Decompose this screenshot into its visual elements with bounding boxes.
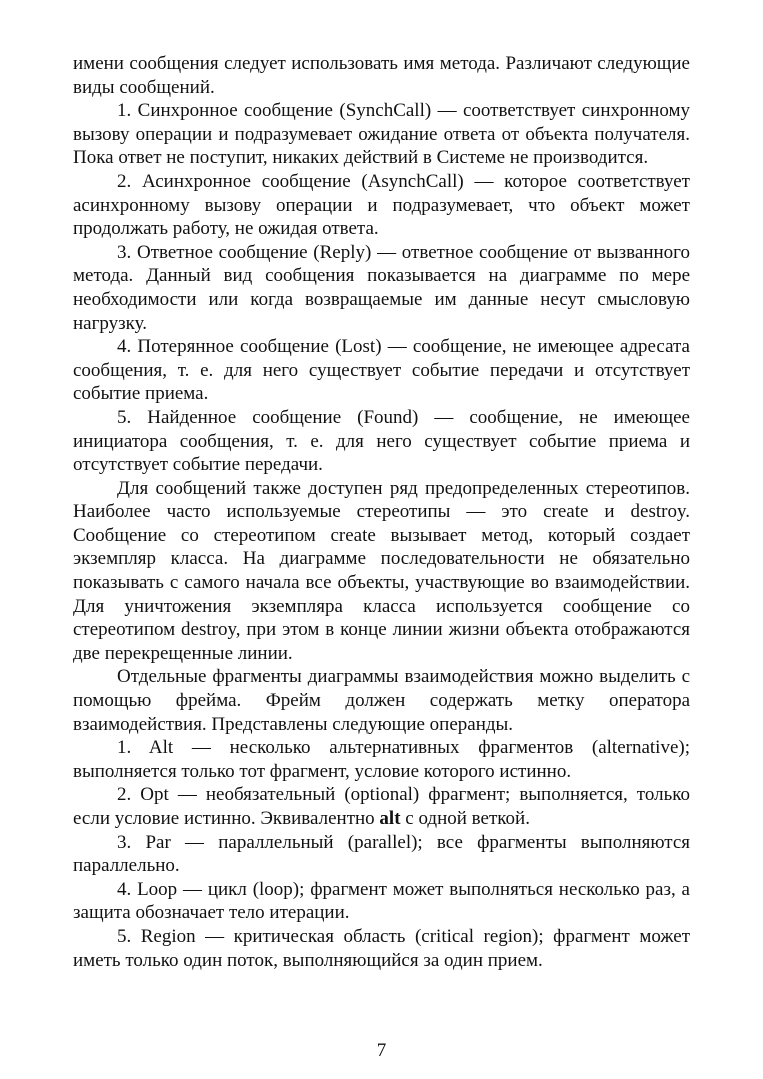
page-body: [73, 52, 690, 972]
opt-text-after: с одной веткой.: [400, 808, 530, 829]
paragraph-reply: 3. Ответное сообщение (Reply) — ответное сообщение от вызванного метода. Данный вид сообщения показывается на диаграмме по мере необходимости или когда возвращаемые им данные несут смысловую нагрузку.: [73, 241, 690, 334]
opt-bold-keyword: alt: [379, 808, 401, 829]
paragraph-synch-call: 1. Синхронное сообщение (SynchCall) — соответствует синхронному вызову операции и подразумевает ожидание ответа от объекта получателя. Пока ответ не поступит, никаких действий в Системе не производится.: [73, 100, 690, 169]
paragraph-loop: 4. Loop — цикл (loop); фрагмент может выполняться несколько раз, а защита обозначает тело итерации.: [73, 878, 690, 924]
paragraph-region: 5. Region — критическая область (critical region); фрагмент может иметь только один поток, выполняющийся за один прием.: [73, 925, 690, 971]
paragraph-intro: имени сообщения следует использовать имя метода. Различают следующие виды сообщений.: [73, 53, 690, 98]
paragraph-par: 3. Par — параллельный (parallel); все фрагменты выполняются параллельно.: [73, 831, 690, 877]
paragraph-found: 5. Найденное сообщение (Found) — сообщение, не имеющее инициатора сообщения, т. е. для него существует событие приема и отсутствует событие передачи.: [73, 406, 690, 476]
paragraph-stereotypes: Для сообщений также доступен ряд предопределенных стереотипов. Наиболее часто используемые стереотипы — это create и destroy. Сообщение со стереотипом create вызывает метод, который создает экземпляр класса. На диаграмме последовательности не обязательно показывать с самого начала все объекты, участвующие во взаимодействии. Для уничтожения экземпляра класса используется сообщение со стереотипом destroy, при этом в конце линии жизни объекта отображаются две перекрещенные линии.: [73, 477, 690, 664]
paragraph-asynch-call: 2. Асинхронное сообщение (AsynchCall) — которое соответствует асинхронному вызову операции и подразумевает, что объект может продолжать работу, не ожидая ответа.: [73, 170, 690, 240]
paragraph-lost: 4. Потерянное сообщение (Lost) — сообщение, не имеющее адресата сообщения, т. е. для него существует событие передачи и отсутствует событие приема.: [73, 336, 690, 405]
opt-text-before: 2. Opt — необязательный (optional) фрагмент; выполняется, только если условие истинно. Эквивалентно: [73, 784, 690, 829]
page-number: 7: [376, 1040, 387, 1061]
paragraph-frames: Отдельные фрагменты диаграммы взаимодействия можно выделить с помощью фрейма. Фрейм должен содержать метку оператора взаимодействия. Представлены следующие операнды.: [73, 666, 690, 735]
paragraph-opt: [73, 783, 690, 830]
paragraph-alt: 1. Alt — несколько альтернативных фрагментов (alternative); выполняется только тот фрагмент, условие которого истинно.: [73, 737, 690, 782]
